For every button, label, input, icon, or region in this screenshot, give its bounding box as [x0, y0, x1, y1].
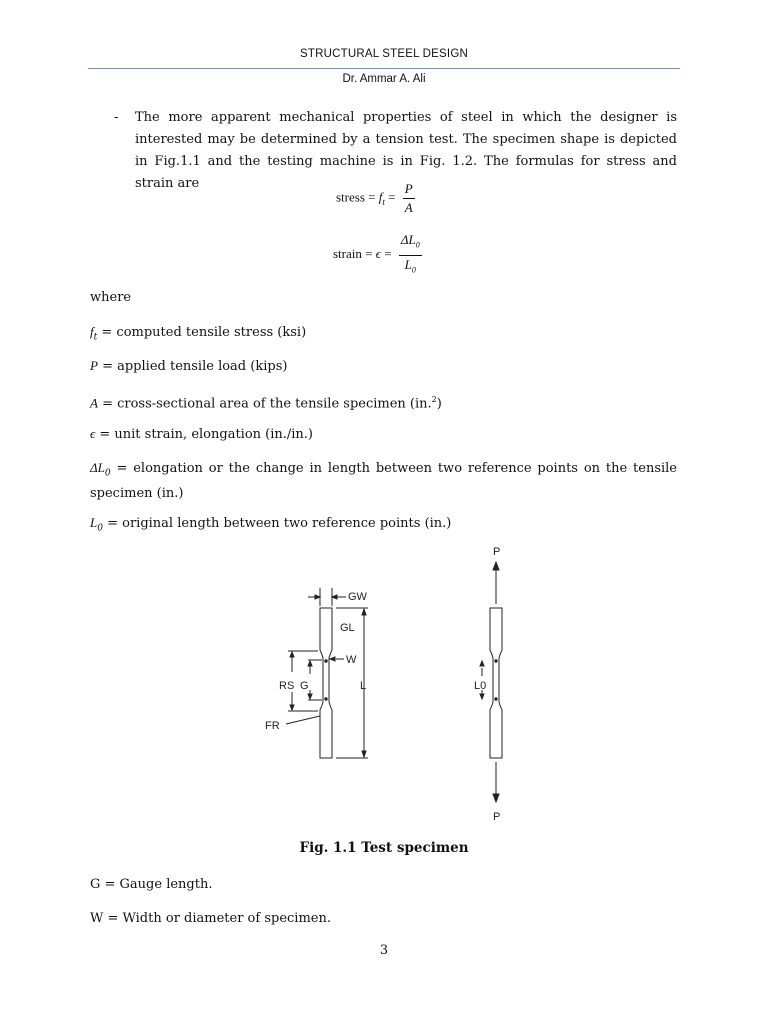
definition-a: A = cross-sectional area of the tensile specimen (in.$^2$): [90, 395, 442, 412]
stress-var: f: [378, 189, 383, 205]
stress-sub: t: [382, 197, 385, 208]
bullet-dash: -: [114, 110, 119, 125]
label-gl: GL: [340, 622, 355, 634]
strain-formula: [333, 231, 422, 279]
label-gw: GW: [348, 591, 367, 603]
strain-fraction: [399, 231, 422, 279]
stress-denominator: A: [404, 200, 413, 215]
specimen-dimensioned: [286, 588, 368, 758]
definition-epsilon: ϵ = unit strain, elongation (in./in.): [90, 426, 314, 442]
strain-var: ϵ: [375, 246, 381, 262]
note-gauge-length: G = Gauge length.: [90, 877, 213, 892]
figure-caption: Fig. 1.1 Test specimen: [299, 840, 469, 856]
strain-numerator: $\Delta L_0$: [399, 231, 422, 256]
running-header-title: STRUCTURAL STEEL DESIGN: [300, 48, 468, 60]
where-label: where: [90, 290, 132, 305]
label-l0: L0: [474, 680, 487, 692]
stress-lhs: stress =: [336, 189, 379, 205]
label-l: L: [360, 680, 367, 692]
label-rs: RS: [279, 680, 295, 692]
definition-ft: $f_t$ = computed tensile stress (ksi): [90, 324, 307, 343]
note-width: W = Width or diameter of specimen.: [90, 911, 331, 926]
intro-paragraph: The more apparent mechanical properties of steel in which the designer is interested may be determined by a tension test. The specimen shape is depicted in Fig.1.1 and the testing machine is in Fig. 1.2. The formulas for stress and strain are: [135, 110, 677, 191]
label-p-top: P: [493, 546, 501, 558]
label-fr: FR: [265, 720, 280, 732]
strain-denominator: $L_0$: [404, 256, 416, 275]
page-number: 3: [379, 943, 389, 958]
header-divider: [88, 68, 680, 69]
label-w: W: [346, 654, 357, 666]
definition-delta-l0: $\Delta L_0$ = elongation or the change in length between two reference points on the tensile specimen (in.): [90, 460, 677, 501]
stress-formula: [336, 180, 415, 217]
running-header-author: Dr. Ammar A. Ali: [342, 73, 426, 85]
strain-eq: =: [380, 246, 395, 262]
definition-l0: $L_0$ = original length between two reference points (in.): [90, 515, 452, 534]
strain-lhs: strain =: [333, 246, 376, 262]
stress-eq: =: [384, 189, 399, 205]
label-p-bottom: P: [493, 811, 501, 823]
label-g: G: [300, 680, 309, 692]
test-specimen-figure: [250, 540, 540, 830]
stress-fraction: [403, 180, 415, 217]
definition-p: P = applied tensile load (kips): [90, 358, 288, 374]
stress-numerator: P: [403, 180, 415, 199]
